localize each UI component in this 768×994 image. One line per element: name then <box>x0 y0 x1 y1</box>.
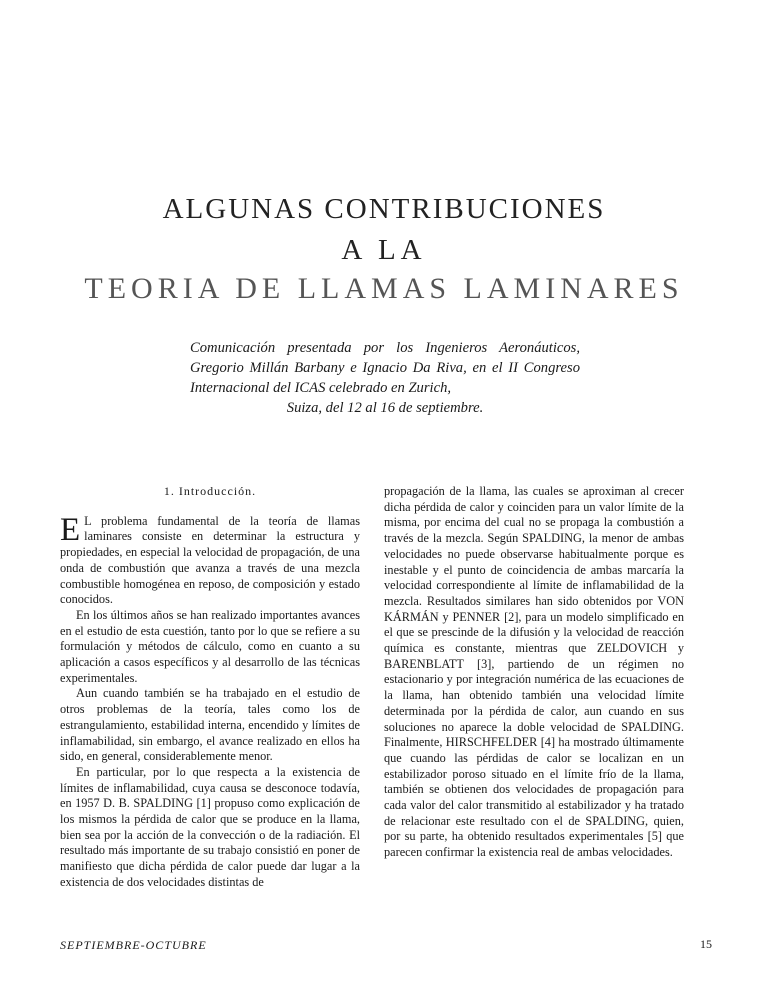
paragraph-1 <box>60 511 360 608</box>
paragraph-5: propagación de la llama, las cuales se aproximan al crecer dicha pérdida de calor y coinciden para un valor límite de la misma, por encima del cual no se propaga la combustión a través de la mezcla. Según SPALDING, la menor de ambas velocidades no puede observarse habitualmente porque es inestable y el punto de coincidencia de ambas marcaría la velocidad correspondiente al límite de inflamabilidad de la mezcla. Resultados similares han sido obtenidos por VON KÁRMÁN y PENNER [2], para un modelo simplificado en el que se prescinde de la difusión y la velocidad de reacción química es constante, mientras que ZELDOVICH y BARENBLATT [3], partiendo de un régimen no estacionario y por integración numérica de las ecuaciones de la llama, han obtenido también una velocidad límite determinada por la pérdida de calor, aun cuando en sus soluciones no aparece la doble velocidad de SPALDING. Finalmente, HIRSCHFELDER [4] ha mostrado últimamente que cuando las pérdidas de calor se localizan en un estabilizador poroso situado en el límite frío de la llama, también se obtienen dos velocidades de propagación para cada valor del calor transmitido al estabilizador y ha tratado de relacionar este resultado con el de SPALDING, quien, por su parte, ha obtenido resultados experimentales [5] que parecen confirmar la existencia real de ambas velocidades. <box>384 484 684 860</box>
journal-footer: SEPTIEMBRE-OCTUBRE <box>60 938 207 952</box>
communication-line-2: Suiza, del 12 al 16 de septiembre. <box>286 400 484 416</box>
page-number: 15 <box>700 937 712 951</box>
paragraph-1-text: L problema fundamental de la teoría de llamas laminares consiste en determinar la estructura y propiedades, en especial la velocidad de propagación, de una onda de combustión que avanza a través de una mezcla combustible homogénea en reposo, de composición y estado conocidos. <box>60 513 360 607</box>
title-line-3: TEORIA DE LLAMAS LAMINARES <box>84 272 684 305</box>
title-line-2: A LA <box>341 234 427 266</box>
paragraph-4: En particular, por lo que respecta a la existencia de límites de inflamabilidad, cuya causa se desconoce todavía, en 1957 D. B. SPALDING [1] propuso como explicación de los mismos la pérdida de calor que se produce en la llama, bien sea por la acción de la convección o de la radiación. El resultado más importante de su trabajo consistió en poner de manifiesto que dicha pérdida de calor puede dar lugar a la existencia de dos velocidades distintas de <box>60 764 360 889</box>
section-heading: 1. Introducción. <box>163 484 257 498</box>
right-column <box>384 484 684 861</box>
communication-note <box>190 338 580 418</box>
communication-line-1: Comunicación presentada por los Ingenieros Aeronáuticos, Gregorio Millán Barbany e Ignacio Da Riva, en el II Congreso Internacional del ICAS celebrado en Zurich, <box>190 340 580 396</box>
paragraph-3: Aun cuando también se ha trabajado en el estudio de otros problemas de la teoría, tales como los de estrangulamiento, estabilidad interna, encendido y límites de inflamabilidad, sin embargo, el avance realizado en ellos ha sido, en general, considerablemente menor. <box>60 686 360 764</box>
left-column <box>60 484 360 891</box>
paragraph-2: En los últimos años se han realizado importantes avances en el estudio de esta cuestión, tanto por lo que se refiere a su formulación y métodos de cálculo, como en cuanto a su aplicación a casos específicos y al desarrollo de las técnicas experimentales. <box>60 607 360 685</box>
title-line-1: ALGUNAS CONTRIBUCIONES <box>162 193 606 225</box>
drop-cap: E <box>60 511 81 548</box>
